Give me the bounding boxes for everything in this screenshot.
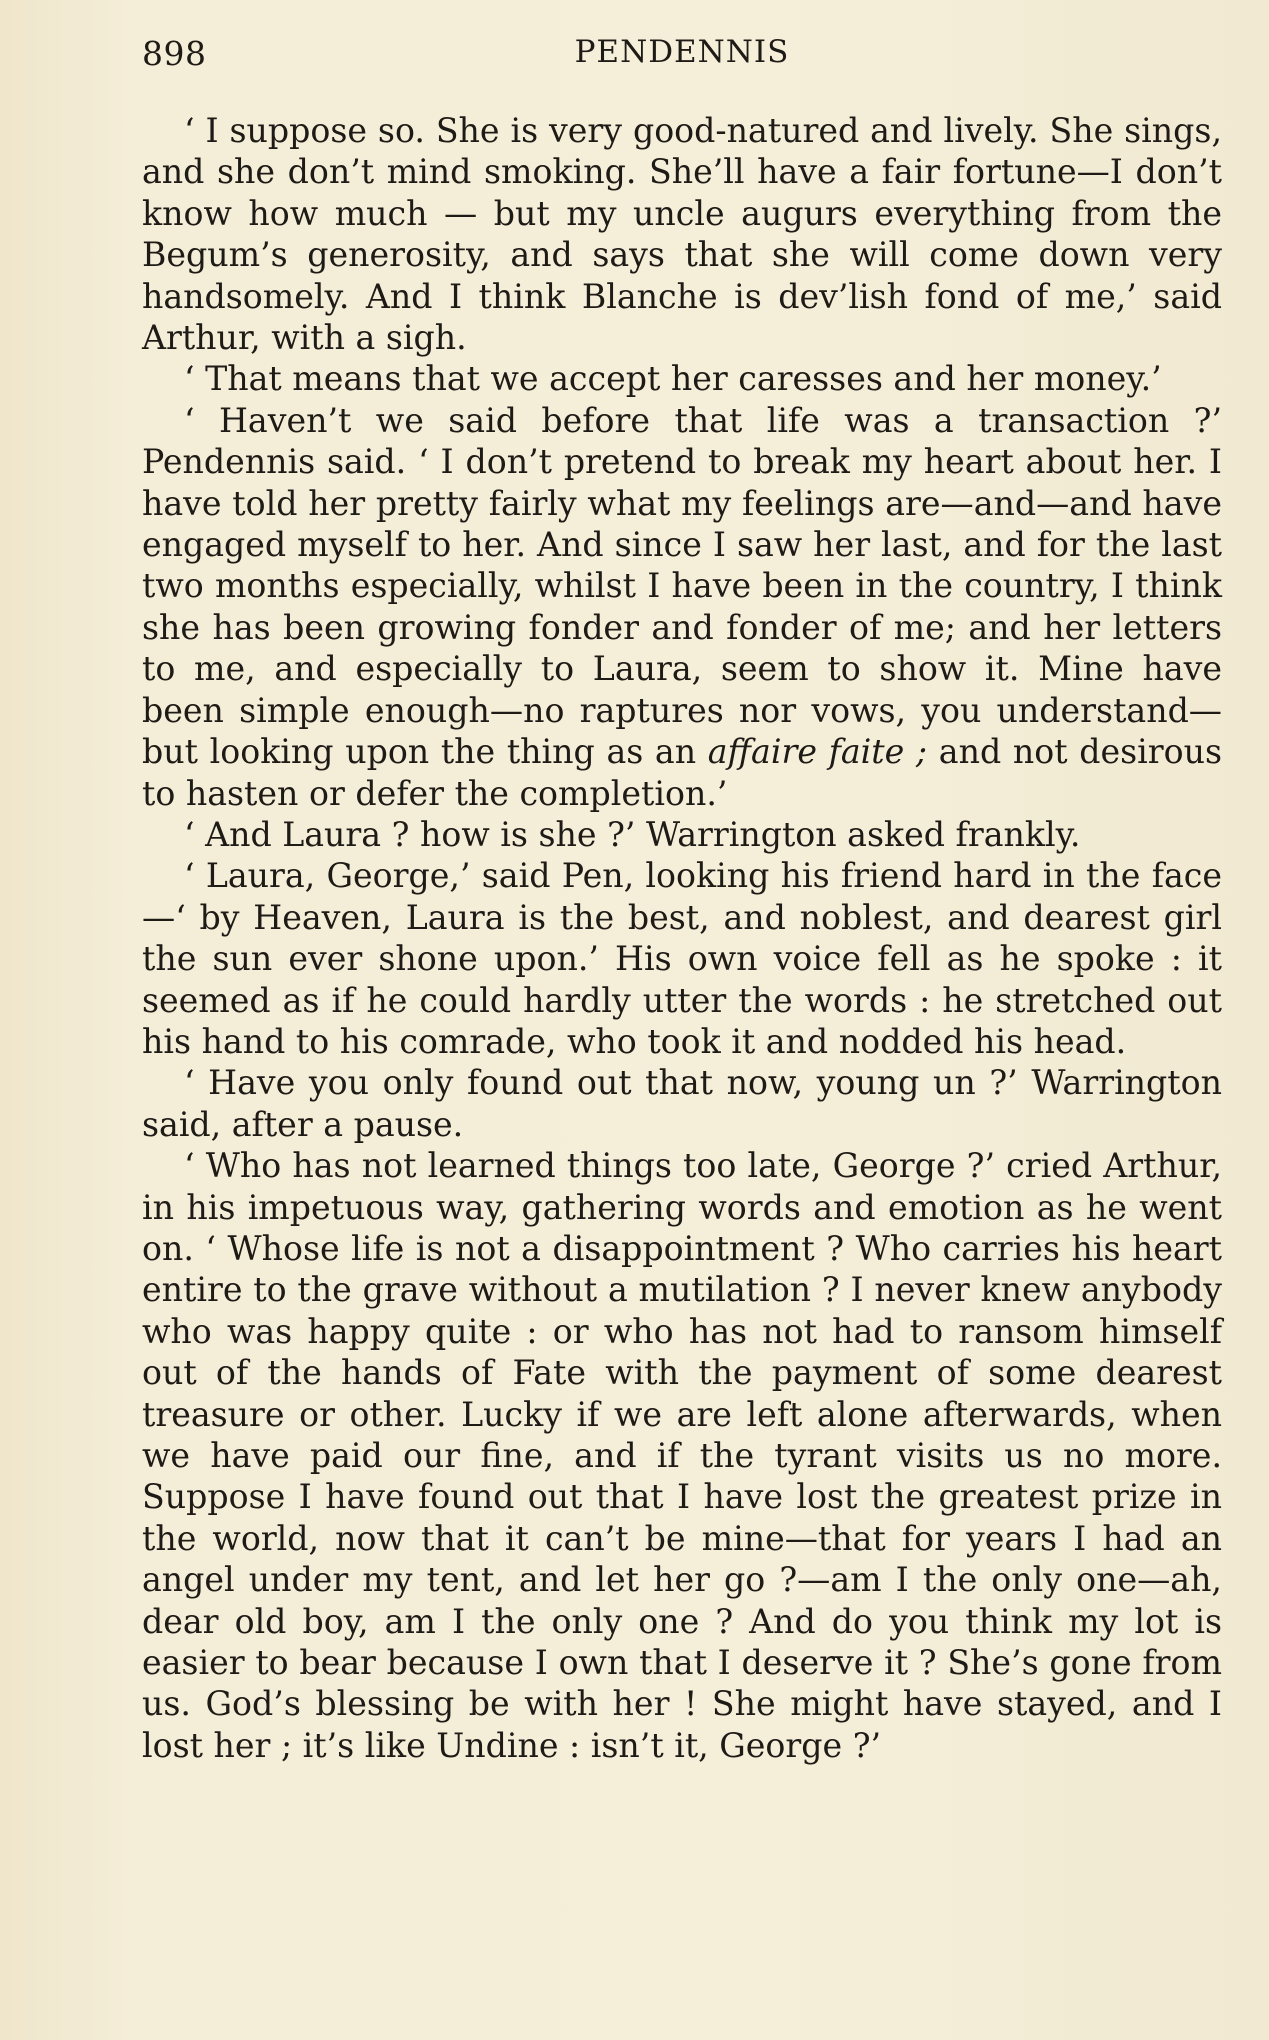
body-text — [142, 110, 1222, 1766]
paragraph: ‘ Laura, George,’ said Pen, looking his friend hard in the face—‘ by Heaven, Laura is the best, and noblest, and dearest girl the sun ever shone upon.’ His own voice fell as he spoke : it seemed as if he could hardly utter the words : he stretched out his hand to his comrade, who took it and nodded his head. — [142, 856, 1222, 1061]
paragraph: ‘ Haven’t we said before that life was a transaction ?’ Pendennis said. ‘ I don’t pretend to break my heart about her. I have told her pretty fairly what my feelings are—and—and have engaged myself to her. And since I saw her last, and for the last two months especially, whilst I have been in the country, I think she has been growing fonder and fonder of me; and her letters to me, and especially to Laura, seem to show it. Mine have been simple enough—no raptures nor vows, you understand—but looking upon the thing as an affaire faite ; and not desirous to hasten or defer the completion.’ — [142, 400, 1222, 813]
paragraph: ‘ I suppose so. She is very good-natured and lively. She sings, and she don’t mind smoking. She’ll have a fair fortune—I don’t know how much — but my uncle augurs everything from the Begum’s generosity, and says that she will come down very handsomely. And I think Blanche is dev’lish fond of me,’ said Arthur, with a sigh. — [142, 111, 1222, 358]
italic-phrase: affaire faite ; — [707, 732, 928, 772]
running-title: PENDENNIS — [574, 34, 790, 70]
paragraph: ‘ That means that we accept her caresses and her money.’ — [184, 359, 1162, 399]
page-header — [142, 34, 1222, 78]
paragraph: ‘ Have you only found out that now, young un ?’ Warrington said, after a pause. — [142, 1063, 1222, 1144]
paragraph: ‘ Who has not learned things too late, George ?’ cried Arthur, in his impetuous way, gathering words and emotion as he went on. ‘ Whose life is not a disappointment ? Who carries his heart entire to the grave without a mutilation ? I never knew anybody who was happy quite : or who has not had to ransom himself out of the hands of Fate with the payment of some dearest treasure or other. Lucky if we are left alone afterwards, when we have paid our fine, and if the tyrant visits us no more. Suppose I have found out that I have lost the greatest prize in the world, now that it can’t be mine—that for years I had an angel under my tent, and let her go ?—am I the only one—ah, dear old boy, am I the only one ? And do you think my lot is easier to bear because I own that I deserve it ? She’s gone from us. God’s blessing be with her ! She might have stayed, and I lost her ; it’s like Undine : isn’t it, George ?’ — [142, 1146, 1222, 1765]
page-number: 898 — [142, 34, 207, 73]
paragraph: ‘ And Laura ? how is she ?’ Warrington asked frankly. — [184, 814, 1081, 854]
